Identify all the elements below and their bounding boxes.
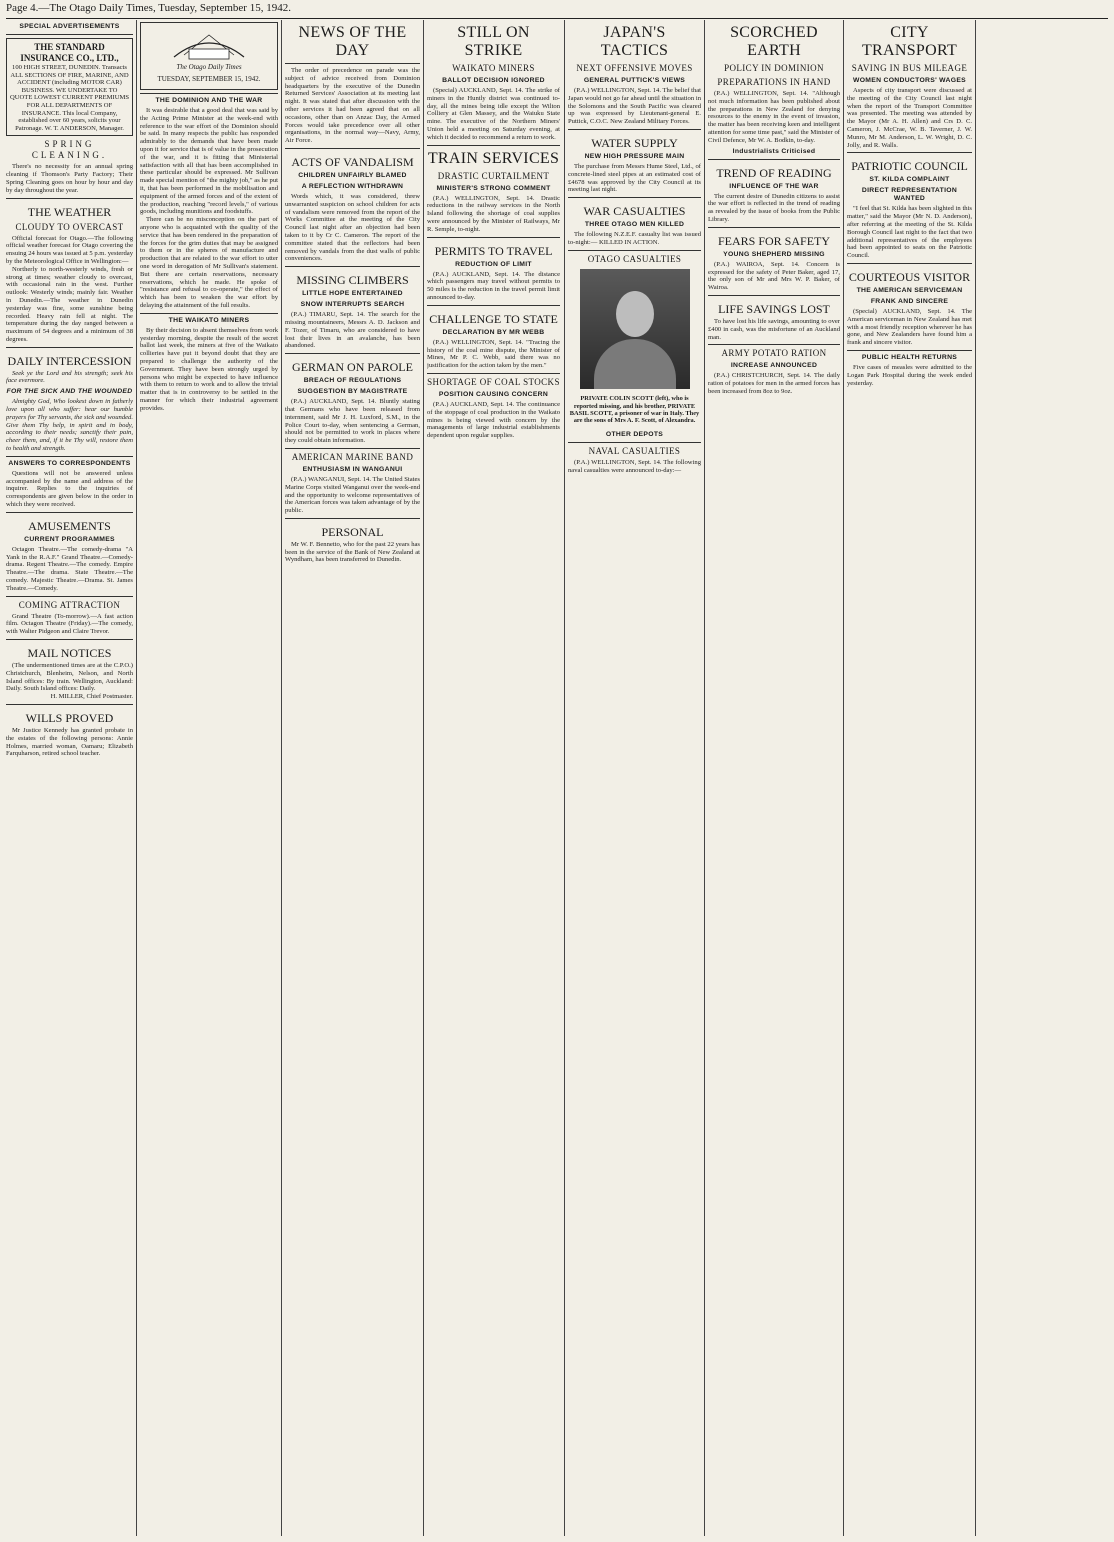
japan-tactics-heading: JAPAN'S TACTICS — [600, 24, 669, 59]
train-services-subheading: DRASTIC CURTAILMENT — [437, 170, 550, 181]
leader-body: It was desirable that a good deal that was said by the Acting Prime Minister at the week-end with reference to the war effort of the Dominion should be said. In many respects the public has responded admirably to the demands that have been made upon it for service that is of value in the prosecution of the war, and it is fitting that Ministerial satisfaction with all that has been accomplished in these particular should be expressed. Mr Sullivan made special mention of "the mighty job," as he put it, that has been performed in the mobilisation and equipment of the armed forces and of the extent of the production, reaching "record levels," of various goods, including munitions and foodstuffs. — [140, 107, 278, 216]
coal-stocks-body: (P.A.) AUCKLAND, Sept. 14. The continuance of the stoppage of coal production in the Waikato mines is being viewed with concern by the managements of large industrial establishments dependent upon regular supplies. — [427, 400, 560, 440]
intercession-subheading: FOR THE SICK AND THE WOUNDED — [6, 388, 133, 396]
special-ads-heading: SPECIAL ADVERTISEMENTS — [19, 23, 120, 30]
scorched-earth-body: (P.A.) WELLINGTON, Sept. 14. "Although not much information has been published about the preparations in New Zealand for denying resources to the enemy in the event of invasion, the matter has been receiving keen and intelligent attention for some time past," said the Minister of Civil Defence, Mr W. A. Bodkin, to-day. — [708, 90, 840, 144]
masthead-date: TUESDAY, SEPTEMBER 15, 1942. — [157, 74, 261, 83]
japan-tactics-body: (P.A.) WELLINGTON, Sept. 14. The belief that Japan would not go far ahead until the situation in the Solomons and the South Pacific was cleared up was expressed by Lieutenant-general E. Puttick, C.O.C. New Zealand Military Forces. — [568, 87, 701, 126]
coming-attraction-heading: COMING ATTRACTION — [18, 599, 121, 610]
fears-safety-heading: FEARS FOR SAFETY — [717, 233, 831, 248]
city-transport-subheading-2: WOMEN CONDUCTORS' WAGES — [853, 77, 966, 84]
permits-heading: PERMITS TO TRAVEL — [434, 243, 553, 258]
waikato-leader-body: By their decision to absent themselves from work yesterday morning, despite the result of the secret ballot last week, the miners at five of the Waikato collieries have put it beyond doubt that they are prepared to challenge the authority of the Government. They have been strongly urged by persons who might be expected to have influence with them to return to work and to allow the trivial matter that is in controversy to be settled in the manner for which their industrial agreement provides. — [140, 326, 278, 412]
otago-casualties-heading: OTAGO CASUALTIES — [587, 253, 682, 264]
train-services-subheading-2: MINISTER'S STRONG COMMENT — [436, 184, 551, 192]
trend-reading-heading: TREND OF READING — [716, 165, 832, 180]
life-savings-heading: LIFE SAVINGS LOST — [718, 301, 830, 316]
intercession-body: Almighty God, Who lookest down in fatherly love upon all who suffer: hear our humble prayers for Thy servants, the sick and wounded. Give them Thy help, in spirit and in body, according to their needs; sanctify their pain, cheer them, and, if it be Thy will, restore them to health and strength. — [6, 398, 133, 453]
patriotic-council-subheading-2: DIRECT REPRESENTATION WANTED — [861, 187, 958, 203]
column-3 — [285, 20, 420, 1536]
column-8 — [979, 20, 1108, 1536]
permits-body: (P.A.) AUCKLAND, Sept. 14. The distance which passengers may travel without permits to 50 miles is the reduction in the travel permit limit announced to-day. — [427, 270, 560, 301]
masthead — [140, 22, 278, 90]
intercession-verse: Seek ye the Lord and his strength; seek his face evermore. — [6, 369, 133, 385]
masthead-title: The Otago Daily Times — [176, 62, 242, 71]
vandalism-body: Words which, it was considered, threw unwarranted suspicion on school children for acts of vandalism were removed from the report of the Works Committee at the meeting of the City Council last night after an objection had been taken to it by Cr C. Cameron. The report of the committee stated that the reflectors had been removed by vandals from the dust walls of public conveniences. — [285, 192, 420, 263]
vandalism-subheading: CHILDREN UNFAIRLY BLAMED — [298, 171, 407, 179]
industrialists-subheading: Industrialists Criticised — [732, 147, 816, 155]
vandalism-heading: ACTS OF VANDALISM — [291, 154, 414, 169]
marine-band-body: (P.A.) WANGANUI, Sept. 14. The United States Marine Corps visited Wanganui over the week-end and the opportunity to welcome representatives of the American forces was taken advantage of by the public. — [285, 475, 420, 515]
insurance-advert — [6, 38, 133, 136]
weather-heading: THE WEATHER — [27, 204, 112, 219]
leader-heading: THE DOMINION AND THE WAR — [155, 97, 263, 104]
wills-heading: WILLS PROVED — [25, 711, 114, 725]
mail-notices-signature: H. MILLER, Chief Postmaster. — [50, 693, 133, 701]
marine-band-subheading: ENTHUSIASM IN WANGANUI — [302, 465, 403, 473]
potato-ration-subheading: INCREASE ANNOUNCED — [730, 362, 818, 370]
german-parole-heading: GERMAN ON PAROLE — [292, 360, 413, 375]
column-rule — [843, 20, 844, 1536]
scorched-earth-subheading-2: PREPARATIONS IN HAND — [717, 77, 831, 87]
challenge-heading: CHALLENGE TO STATE — [429, 311, 558, 326]
courteous-visitor-heading: COURTEOUS VISITOR — [848, 269, 971, 284]
mail-notices-body: (The undermentioned times are at the C.P.O.) Christchurch, Blenheim, Nelson, and North Island offices: By train. Wellington, Auckland: Daily. South Island offices: Daily. — [6, 662, 133, 693]
scorched-earth-heading: SCORCHED EARTH — [730, 24, 818, 59]
water-supply-body: The purchase from Messrs Hume Steel, Ltd., of concrete-lined steel pipes at an estimated cost of £4678 was approved by the City Council at its meeting last night. — [568, 162, 701, 194]
train-services-body: (P.A.) WELLINGTON, Sept. 14. Drastic reductions in the railway services in the North Island following the shortage of coal supplies were announced by the Minister of Railways, Mr R. Semple, to-night. — [427, 194, 560, 233]
column-rule — [281, 20, 282, 1536]
column-5 — [568, 20, 701, 1536]
weather-body: Northerly to north-westerly winds, fresh or strong at times; weather cloudy to overcast, with occasional rain in the west. Further outlook: Westerly winds; mainly fair. Weather in Dunedin.—The weather in Dunedin yesterday was fine, some sunshine being recorded. Heavy rain fell at night. The temperature during the day ranged between a maximum of 54 degrees and a minimum of 38 degrees. — [6, 265, 133, 343]
amusements-subheading: CURRENT PROGRAMMES — [24, 535, 115, 543]
courteous-visitor-subheading-2: FRANK AND SINCERE — [870, 297, 949, 305]
trend-reading-body: The current desire of Dunedin citizens to assist the war effort is reflected in the trend of reading as revealed by the issue of books from the Public Library. — [708, 192, 840, 223]
soldier-photo — [580, 269, 690, 389]
weather-forecast: Official forecast for Otago.—The following official weather forecast for Otago covering the ensuing 24 hours was issued at 5 p.m. yesterday by the Meteorological Office in Wellington:— — [6, 234, 133, 265]
scorched-earth-subheading: POLICY IN DOMINION — [724, 63, 824, 73]
potato-ration-heading: ARMY POTATO RATION — [721, 348, 827, 359]
naval-casualties-heading: NAVAL CASUALTIES — [588, 446, 681, 457]
column-7 — [847, 20, 972, 1536]
waikato-leader-heading: THE WAIKATO MINERS — [168, 316, 250, 324]
marine-band-heading: AMERICAN MARINE BAND — [291, 451, 414, 462]
column-rule — [704, 20, 705, 1536]
page-header — [6, 2, 1108, 19]
public-health-heading: PUBLIC HEALTH RETURNS — [861, 353, 958, 361]
mail-notices-heading: MAIL NOTICES — [27, 646, 112, 661]
german-parole-subheading-2: SUGGESTION BY MAGISTRATE — [297, 388, 408, 396]
news-of-the-day-body: The order of precedence on parade was the subject of advice received from Dominion headquarters by the executive of the Dunedin Returned Services' Association at its meeting last night. It was stated that after discussion with the other services it had been agreed that on all occasions, other than on Anzac Day, the Armed Forces would take precedence over all other organisations, in the normal way—Navy, Army, Air Force. — [285, 67, 420, 145]
coming-attraction-body: Grand Theatre (To-morrow).—A fast action film. Octagon Theatre (Friday).—The comedy, with Walter Pidgeon and Claire Trevor. — [6, 612, 133, 636]
challenge-body: (P.A.) WELLINGTON, Sept. 14. "Tracing the history of the coal mine dispute, the Minister of Mines, Mr P. C. Webb, said there was no justification for the action taken by the men." — [427, 338, 560, 370]
climbers-subheading: LITTLE HOPE ENTERTAINED — [302, 290, 403, 298]
coal-stocks-subheading: POSITION CAUSING CONCERN — [438, 390, 549, 398]
wills-body: Mr Justice Kennedy has granted probate in the estates of the following persons: Annie Holmes, married woman, Oamaru; Elizabeth Farquharson, retired school teacher. — [6, 727, 133, 758]
water-supply-heading: WATER SUPPLY — [591, 135, 678, 150]
news-of-the-day-heading: NEWS OF THE DAY — [298, 24, 407, 59]
patriotic-council-heading: PATRIOTIC COUNCIL — [851, 159, 968, 174]
soldier-photo-caption: PRIVATE COLIN SCOTT (left), who is reported missing, and his brother, PRIVATE BASIL SCOTT, a prisoner of war in Italy. They are the sons of Mrs A. F. Scott, of Alexandra. — [569, 395, 700, 425]
patriotic-council-body: "I feel that St. Kilda has been slighted in this matter," said the Mayor (Mr N. D. Anderson), after referring at the meeting of the St. Kilda Borough Council last night to the fact that two additional representatives of the employees had been appointed to seats on the Patriotic Council. — [847, 205, 972, 260]
column-rule — [423, 20, 424, 1536]
amusements-body: Octagon Theatre.—The comedy-drama "A Yank in the R.A.F." Grand Theatre.—Comedy-drama. Regent Theatre.—The comedy. Empire Theatre.—The drama. State Theatre.—The comedy. Majestic Theatre.—Drama. St. James Theatre.—Comedy. — [6, 545, 133, 592]
japan-tactics-subheading: NEXT OFFENSIVE MOVES — [576, 63, 693, 73]
courteous-visitor-subheading: THE AMERICAN SERVICEMAN — [856, 286, 963, 294]
column-6 — [708, 20, 840, 1536]
insurance-title: THE STANDARD INSURANCE CO., LTD., — [20, 42, 119, 63]
coal-stocks-heading: SHORTAGE OF COAL STOCKS — [427, 376, 560, 387]
column-4 — [427, 20, 560, 1536]
strike-subheading: WAIKATO MINERS — [452, 63, 535, 73]
column-rule — [136, 20, 137, 1536]
fears-safety-subheading: YOUNG SHEPHERD MISSING — [723, 250, 825, 258]
city-transport-heading: CITY TRANSPORT — [861, 24, 958, 59]
strike-subheading-2: BALLOT DECISION IGNORED — [442, 77, 545, 84]
city-transport-body: Aspects of city transport were discussed at the meeting of the City Council last night when the report of the Transport Committee was presented. The meeting was attended by the Mayor (Mr A. H. Allen) and Crs D. C. Cameron, J. McCrae, W. B. Taverner, J. W. Munro, Mr M. Anderson, L. W. Wright, D. C. Jolly, and R. Walls. — [847, 87, 972, 149]
public-health-body: Five cases of measles were admitted to the Logan Park Hospital during the week ended yesterday. — [847, 363, 972, 387]
strike-heading: STILL ON STRIKE — [457, 24, 530, 59]
challenge-subheading: DECLARATION BY MR WEBB — [442, 328, 545, 336]
fears-safety-body: (P.A.) WAIROA, Sept. 14. Concern is expressed for the safety of Peter Baker, aged 17, the only son of Mr and Mrs W. P. Baker, of Wairoa. — [708, 260, 840, 292]
answers-body: Questions will not be answered unless accompanied by the name and address of the inquirer. Replies to the inquiries of correspondents are given below in the order in which they were received. — [6, 469, 133, 509]
patriotic-council-subheading: ST. KILDA COMPLAINT — [869, 176, 950, 184]
page-label: Page 4.—The Otago Daily Times, Tuesday, September 15, 1942. — [6, 2, 291, 14]
column-rule — [564, 20, 565, 1536]
water-supply-subheading: NEW HIGH PRESSURE MAIN — [584, 152, 685, 160]
personal-body: Mr W. F. Bennetto, who for the past 22 years has been in the service of the Bank of New Zealand at Wyndham, has been transferred to Dunedin. — [285, 540, 420, 564]
german-parole-subheading: BREACH OF REGULATIONS — [303, 377, 402, 385]
war-casualties-subheading: THREE OTAGO MEN KILLED — [584, 221, 685, 229]
life-savings-body: To have lost his life savings, amounting to over £400 in cash, was the misfortune of an Auckland man. — [708, 317, 840, 341]
war-casualties-body: The following N.Z.E.F. casualty list was issued to-night:— KILLED IN ACTION. — [568, 231, 701, 246]
german-parole-body: (P.A.) AUCKLAND, Sept. 14. Bluntly stating that Germans who have been released from internment, said Mr J. H. Luxford, S.M., in the Police Court to-day, when sentencing a German, should not be permitted to work in places where they could obtain information. — [285, 398, 420, 445]
naval-casualties-body: (P.A.) WELLINGTON, Sept. 14. The following naval casualties were announced to-day:— — [568, 459, 701, 474]
spring-cleaning-heading: SPRING CLEANING. — [31, 139, 108, 161]
answers-heading: ANSWERS TO CORRESPONDENTS — [8, 459, 131, 467]
climbers-body: (P.A.) TIMARU, Sept. 14. The search for the missing mountaineers, Messrs A. D. Jackson and F. Tozer, of Timaru, who are considered to have lost their lives in an avalanche, has been abandoned. — [285, 311, 420, 350]
column-rule — [975, 20, 976, 1536]
strike-body: (Special) AUCKLAND, Sept. 14. The strike of miners in the Huntly district was continued to-day, all the mines being idle except the Wilton Colliery at Glen Massey, and the Waiuku State mine. The executive of the Northern Miners' Union held a meeting on Saturday evening, at which it decided to recommend a return to work. — [427, 87, 560, 141]
other-depots-heading: OTHER DEPOTS — [605, 431, 664, 439]
train-services-heading: TRAIN SERVICES — [427, 149, 560, 167]
japan-tactics-subheading-2: GENERAL PUTTICK'S VIEWS — [583, 77, 686, 84]
insurance-body: 100 HIGH STREET, DUNEDIN. Transacts ALL SECTIONS OF FIRE, MARINE, AND ACCIDENT (including MOTOR CAR) BUSINESS. WE UNDERTAKE TO QUOTE LOWEST CURRENT PREMIUMS FOR ALL DEPARTMENTS OF INSURANCE. This local Company, established over 60 years, solicits your Patronage. W. T. ANDERSON, Manager. — [10, 64, 129, 132]
war-casualties-heading: WAR CASUALTIES — [583, 204, 686, 219]
spring-cleaning-body: There's no necessity for an annual spring cleaning if Thomson's Party Factory; Their Spring Cleaning goes on hour by hour and day by day throughout the year. — [6, 163, 133, 194]
leader-body-2: There can be no misconception on the part of anyone who is acquainted with the quality of the service that has been rendered in the preparation of the forces for the grim duties that may be assigned to them or in the spheres of manufacture and production that are related to the war effort to utter one word in derogation of Mr Sullivan's statement. But there are certain reservations, necessary reservations, which he made. He spoke of "resistance and refusal to co-operate," the effect of which has been to weaken the war effort by delaying the attainment of the full results. — [140, 216, 278, 309]
vandalism-subheading-2: A REFLECTION WITHDRAWN — [301, 182, 404, 190]
intercession-heading: DAILY INTERCESSION — [7, 353, 132, 368]
personal-heading: PERSONAL — [321, 524, 384, 539]
amusements-heading: AMUSEMENTS — [28, 518, 111, 533]
climbers-heading: MISSING CLIMBERS — [296, 273, 409, 288]
city-transport-subheading: SAVING IN BUS MILEAGE — [851, 63, 968, 73]
masthead-emblem-icon — [164, 27, 254, 61]
climbers-subheading-2: SNOW INTERRUPTS SEARCH — [300, 301, 405, 309]
permits-subheading: REDUCTION OF LIMIT — [455, 260, 532, 268]
potato-ration-body: (P.A.) CHRISTCHURCH, Sept. 14. The daily ration of potatoes for men in the armed forces has been increased from 8oz to 9oz. — [708, 372, 840, 395]
column-1 — [6, 20, 133, 1536]
column-2 — [140, 20, 278, 1536]
courteous-visitor-body: (Special) AUCKLAND, Sept. 14. The American serviceman in New Zealand has met with a most friendly reception wherever he has gone, and New Zealanders have found him a frank and sincere visitor. — [847, 307, 972, 347]
weather-subheading: CLOUDY TO OVERCAST — [15, 221, 124, 232]
trend-reading-subheading: INFLUENCE OF THE WAR — [729, 182, 819, 190]
